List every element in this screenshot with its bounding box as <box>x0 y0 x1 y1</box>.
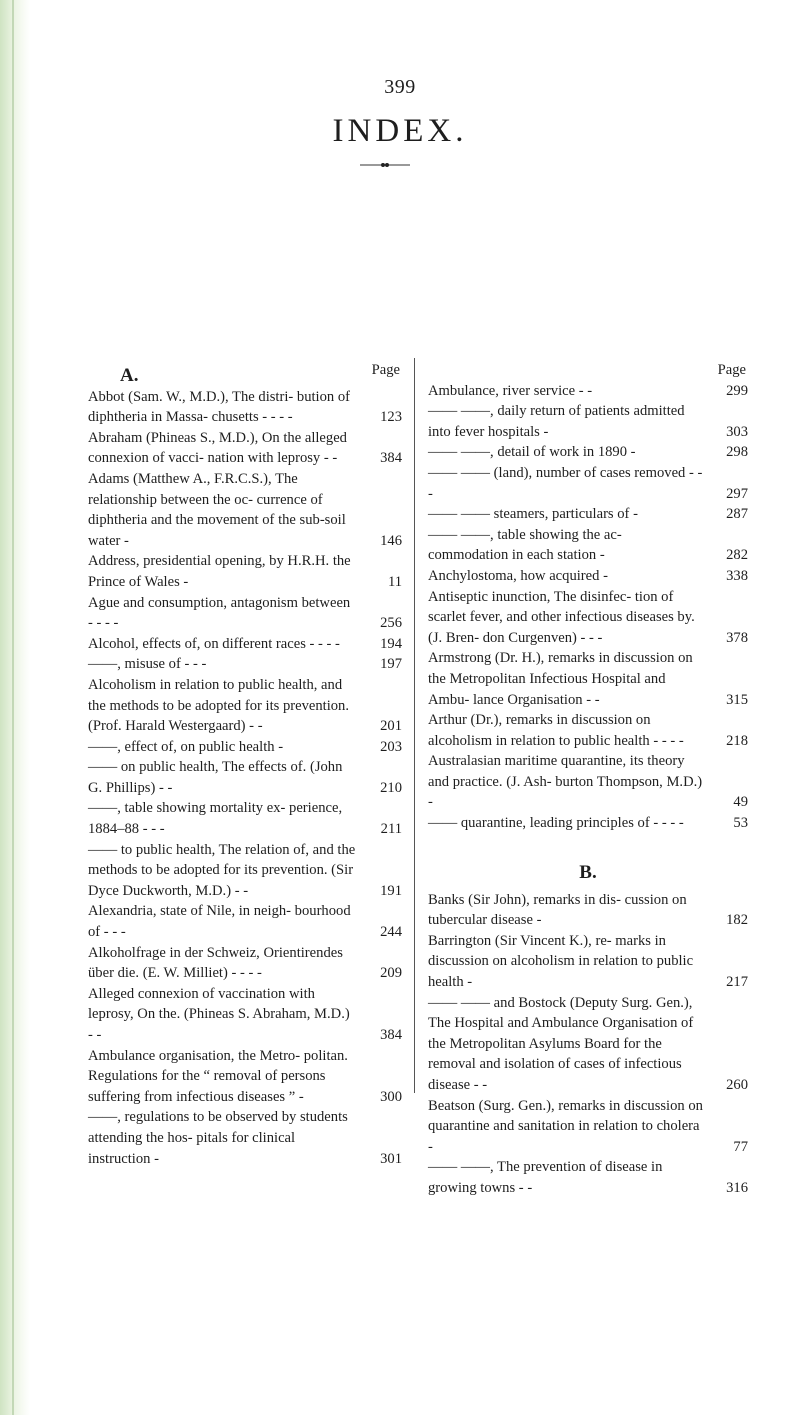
index-entry <box>428 587 748 649</box>
index-entry-text: Ague and consumption, antagonism between - - - - <box>88 594 351 632</box>
index-entry-page: 384 <box>380 450 402 467</box>
index-entry <box>428 993 748 1096</box>
index-entry-text: Ambulance organisation, the Metro- politan. Regulations for the “ removal of persons suffering from infectious diseases ” - <box>88 1047 348 1105</box>
index-entry-text: —— ——, table showing the ac- commodation in each station - <box>428 526 622 564</box>
index-entry <box>428 751 748 813</box>
page-binding-edge <box>0 0 30 1415</box>
index-entry-text: Alcohol, effects of, on different races - - - - <box>88 635 340 652</box>
index-entry-text: —— ——, The prevention of disease in growing towns - - <box>428 1159 663 1196</box>
index-entry <box>88 654 402 675</box>
right-entries-a <box>428 381 748 834</box>
index-entry-text: Banks (Sir John), remarks in dis- cussion on tubercular disease - <box>428 891 687 929</box>
index-entry-page: 203 <box>380 738 402 755</box>
index-entry <box>88 943 402 984</box>
index-entry-text: —— ——, detail of work in 1890 - <box>428 444 636 461</box>
index-entry <box>88 593 402 634</box>
index-entry <box>88 984 402 1046</box>
index-entry-page: 209 <box>380 965 402 982</box>
index-entry-text: ——, table showing mortality ex- perience, 1884–88 - - - <box>88 800 343 838</box>
index-entry-text: Alleged connexion of vaccination with leprosy, On the. (Phineas S. Abraham, M.D.) - - <box>88 985 350 1043</box>
index-entry <box>88 675 402 737</box>
index-entry-page: 384 <box>380 1027 402 1043</box>
index-entry-text: Abbot (Sam. W., M.D.), The distri- bution of diphtheria in Massa- chusetts - - - - <box>88 388 351 426</box>
index-entry-text: ——, effect of, on public health - <box>88 738 284 755</box>
index-entry <box>428 566 748 587</box>
left-page-header: Page <box>371 362 400 378</box>
index-entry-text: Adams (Matthew A., F.R.C.S.), The relationship between the oc- currence of diphtheria and the movement of the sub-soil water - <box>88 470 346 549</box>
index-entry-page: 287 <box>726 506 748 523</box>
index-entry-page: 315 <box>726 691 748 708</box>
index-entry-page: 298 <box>726 444 748 461</box>
index-entry-page: 244 <box>380 924 402 941</box>
index-entry-page: 217 <box>726 974 748 991</box>
index-entry <box>428 525 748 566</box>
index-entry <box>88 901 402 942</box>
index-entry <box>428 813 748 834</box>
index-entry-page: 303 <box>726 423 748 440</box>
index-entry-page: 194 <box>380 635 402 652</box>
page-number: 399 <box>384 76 416 98</box>
index-entry-text: Barrington (Sir Vincent K.), re- marks in discussion on alcoholism in relation to public health - <box>428 932 694 991</box>
index-entry-page: 210 <box>380 779 402 796</box>
index-entry-text: —— —— steamers, particulars of - <box>428 506 638 523</box>
index-entry-text: —— quarantine, leading principles of - - - - <box>428 815 684 832</box>
index-entry-page: 282 <box>726 547 748 564</box>
index-entry-page: 297 <box>726 485 748 502</box>
left-entries <box>88 387 402 1170</box>
index-entry <box>88 634 402 655</box>
index-entry-page: 260 <box>726 1077 748 1093</box>
index-entry <box>88 840 402 902</box>
index-entry <box>428 381 748 402</box>
index-entry <box>88 1046 402 1108</box>
index-entry-page: 191 <box>380 882 402 899</box>
left-column <box>88 360 402 1169</box>
index-entry <box>428 710 748 751</box>
index-entry-page: 338 <box>726 567 748 584</box>
index-entry-text: Arthur (Dr.), remarks in discussion on alcoholism in relation to public health - - - - <box>428 712 684 749</box>
index-entry <box>428 648 748 710</box>
index-entry-page: 378 <box>726 629 748 646</box>
index-entry-text: ——, misuse of - - - <box>88 656 207 673</box>
index-entry-text: Australasian maritime quarantine, its theory and practice. (J. Ash- burton Thompson, M.D.) - <box>428 753 703 811</box>
index-entry-text: —— —— (land), number of cases removed - - - <box>428 464 703 502</box>
index-entry <box>428 504 748 525</box>
index-entry-text: Antiseptic inunction, The disinfec- tion of scarlet fever, and other infectious diseases by. (J. Bren- don Curgenven) - - - <box>428 588 695 646</box>
index-entry <box>428 890 748 931</box>
index-entry-text: Beatson (Surg. Gen.), remarks in discussion on quarantine and sanitation in relation to cholera - <box>428 1097 703 1155</box>
index-entry <box>428 463 748 504</box>
index-entry-text: —— to public health, The relation of, and the methods to be adopted for its prevention. (Sir Dyce Duckworth, M.D.) - - <box>88 841 356 899</box>
index-entry-page: 316 <box>726 1179 748 1196</box>
index-entry-page: 182 <box>726 912 748 929</box>
index-entry <box>428 401 748 442</box>
index-entry-page: 11 <box>387 573 402 590</box>
index-entry-text: Alcoholism in relation to public health, and the methods to be adopted for its prevention. (Prof. Harald Westergaard) - - <box>88 676 350 735</box>
index-entry <box>88 387 402 428</box>
index-entry-page: 201 <box>380 718 402 735</box>
index-entry <box>88 1107 402 1169</box>
index-entry-text: —— —— and Bostock (Deputy Surg. Gen.), The Hospital and Ambulance Organisation of the Metropolitan Asylums Board for the removal and isolation of cases of infectious disease - - <box>428 994 694 1093</box>
right-column <box>428 360 748 1199</box>
right-page-header: Page <box>717 362 746 378</box>
index-entry-text: —— ——, daily return of patients admitted into fever hospitals - <box>428 403 685 440</box>
index-entry-text: —— on public health, The effects of. (John G. Phillips) - - <box>88 759 343 796</box>
index-entry <box>88 428 402 469</box>
index-entry <box>428 442 748 463</box>
index-entry <box>428 1096 748 1158</box>
index-entry-text: ——, regulations to be observed by students attending the hos- pitals for clinical instruction - <box>88 1109 348 1167</box>
index-entry-text: Anchylostoma, how acquired - <box>428 567 608 584</box>
index-entry-page: 218 <box>726 732 748 749</box>
index-entry-text: Abraham (Phineas S., M.D.), On the alleged connexion of vacci- nation with leprosy - - <box>88 429 347 467</box>
index-entry <box>428 1157 748 1198</box>
column-divider <box>414 358 415 1093</box>
index-title: INDEX. <box>332 113 468 149</box>
index-entry-page: 123 <box>380 409 402 426</box>
index-entry-page: 53 <box>733 815 748 832</box>
index-entry-text: Armstrong (Dr. H.), remarks in discussion on the Metropolitan Infectious Hospital and Ambu- lance Organisation - - <box>428 650 693 708</box>
index-entry-page: 301 <box>380 1150 402 1167</box>
section-letter-a: A. <box>120 364 139 386</box>
index-entry-text: Address, presidential opening, by H.R.H. the Prince of Wales - <box>88 553 351 590</box>
index-entry <box>88 551 402 592</box>
index-entry-page: 197 <box>380 656 402 673</box>
index-entry-page: 49 <box>733 794 748 811</box>
index-entry-page: 211 <box>380 821 402 838</box>
index-entry <box>88 798 402 839</box>
index-entry-text: Ambulance, river service - - <box>428 382 593 399</box>
index-entry-page: 299 <box>726 382 748 399</box>
index-entry-page: 300 <box>380 1088 402 1105</box>
index-entry <box>88 757 402 798</box>
index-entry-text: Alkoholfrage in der Schweiz, Orientirendes über die. (E. W. Milliet) - - - - <box>88 944 343 982</box>
binding-crease <box>12 0 14 1415</box>
index-entry-page: 77 <box>733 1138 748 1155</box>
index-entry <box>428 931 748 993</box>
index-entry-page: 146 <box>380 532 402 549</box>
index-entry-page: 256 <box>380 615 402 632</box>
index-entry <box>88 469 402 551</box>
index-entry-text: Alexandria, state of Nile, in neigh- bourhood of - - - <box>88 903 351 941</box>
right-entries-b <box>428 890 748 1199</box>
title-ornament <box>360 162 410 168</box>
index-entry <box>88 737 402 758</box>
section-letter-b: B. <box>579 861 597 883</box>
